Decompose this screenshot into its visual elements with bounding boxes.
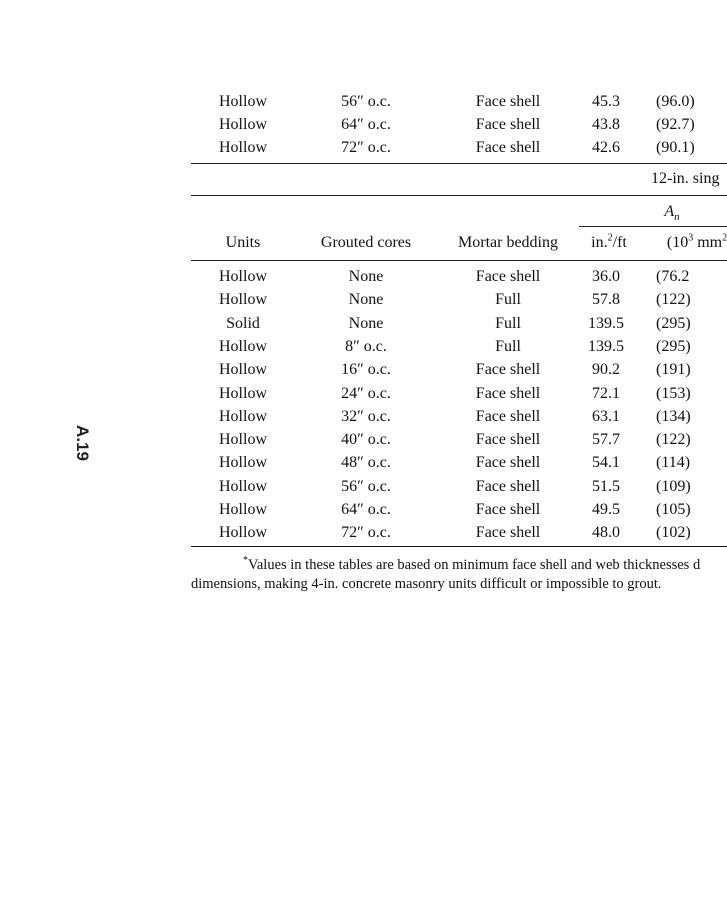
header-bottom-rule bbox=[191, 260, 727, 261]
mortar-bedding-cell: Face shell bbox=[475, 407, 541, 425]
mortar-bedding-cell: Face shell bbox=[475, 454, 541, 472]
grouted-cores-cell: None bbox=[348, 314, 384, 332]
an-imperial-cell: 139.5 bbox=[588, 337, 624, 355]
mortar-bedding-cell: Face shell bbox=[475, 139, 541, 156]
footnote bbox=[191, 556, 727, 594]
header-grouted-cores: Grouted cores bbox=[320, 234, 412, 251]
mortar-bedding-cell: Face shell bbox=[475, 501, 541, 518]
grouted-cores-cell: None bbox=[348, 291, 384, 309]
an-metric-cell: (114) bbox=[656, 454, 691, 472]
mortar-bedding-cell: Face shell bbox=[475, 93, 541, 110]
an-imperial-cell: 54.1 bbox=[592, 454, 620, 472]
mortar-bedding-cell: Face shell bbox=[475, 524, 541, 542]
grouted-cores-cell: 32″ o.c. bbox=[341, 407, 391, 425]
units-cell: Hollow bbox=[219, 431, 267, 449]
table-row bbox=[0, 475, 727, 498]
an-imperial-cell: 49.5 bbox=[592, 501, 620, 518]
an-imperial-cell: 90.2 bbox=[592, 361, 620, 379]
an-metric-cell: (109) bbox=[656, 477, 691, 495]
grouted-cores-cell: None bbox=[348, 268, 384, 285]
an-metric-cell: (153) bbox=[656, 384, 691, 402]
grouted-cores-cell: 64″ o.c. bbox=[341, 116, 391, 133]
grouted-cores-cell: 72″ o.c. bbox=[341, 139, 391, 156]
table-row bbox=[0, 136, 727, 159]
table-row bbox=[0, 358, 727, 381]
an-imperial-cell: 57.8 bbox=[592, 291, 620, 309]
table-row bbox=[0, 113, 727, 136]
units-cell: Hollow bbox=[219, 407, 267, 425]
grouted-cores-cell: 56″ o.c. bbox=[341, 93, 391, 110]
table-row bbox=[0, 382, 727, 405]
an-metric-cell: (96.0) bbox=[656, 93, 695, 110]
mortar-bedding-cell: Face shell bbox=[475, 116, 541, 133]
units-cell: Hollow bbox=[219, 361, 267, 379]
an-metric-cell: (191) bbox=[656, 361, 691, 379]
an-metric-cell: (92.7) bbox=[656, 116, 695, 133]
grouted-cores-cell: 48″ o.c. bbox=[341, 454, 391, 472]
an-metric-cell: (105) bbox=[656, 501, 691, 518]
footnote-line-1: Values in these tables are based on minimum face shell and web thicknesses d bbox=[248, 557, 701, 573]
grouted-cores-cell: 56″ o.c. bbox=[341, 477, 391, 495]
grouted-cores-cell: 8″ o.c. bbox=[345, 337, 387, 355]
units-cell: Hollow bbox=[219, 384, 267, 402]
grouted-cores-cell: 72″ o.c. bbox=[341, 524, 391, 542]
table-row bbox=[0, 521, 727, 544]
an-imperial-cell: 139.5 bbox=[588, 314, 624, 332]
mortar-bedding-cell: Full bbox=[495, 314, 521, 332]
an-imperial-cell: 57.7 bbox=[592, 431, 620, 449]
an-metric-cell: (295) bbox=[656, 314, 691, 332]
mortar-bedding-cell: Face shell bbox=[475, 431, 541, 449]
header-units: Units bbox=[225, 234, 261, 251]
mortar-bedding-cell: Face shell bbox=[475, 361, 541, 379]
footnote-line-2: dimensions, making 4-in. concrete masonry units difficult or impossible to grout. bbox=[191, 576, 662, 592]
table-bottom-rule bbox=[191, 546, 727, 547]
header-mortar-bedding: Mortar bedding bbox=[458, 234, 558, 251]
table-row bbox=[0, 312, 727, 335]
units-cell: Hollow bbox=[219, 454, 267, 472]
an-imperial-cell: 51.5 bbox=[592, 477, 620, 495]
units-cell: Hollow bbox=[219, 291, 267, 309]
table-row bbox=[0, 428, 727, 451]
page-number-label: A.19 bbox=[73, 425, 92, 461]
units-cell: Solid bbox=[226, 314, 260, 332]
table-row bbox=[0, 335, 727, 358]
an-metric-cell: (76.2 bbox=[656, 268, 690, 285]
mortar-bedding-cell: Full bbox=[495, 291, 521, 309]
an-imperial-cell: 45.3 bbox=[592, 93, 620, 110]
section-header-rule bbox=[191, 195, 727, 196]
an-imperial-cell: 63.1 bbox=[592, 407, 620, 425]
section-title: 12-in. sing bbox=[651, 170, 720, 187]
an-column-group-header: $A_n$ bbox=[664, 203, 680, 224]
an-group-underline bbox=[579, 226, 727, 227]
mortar-bedding-cell: Face shell bbox=[475, 477, 541, 495]
section-divider-rule bbox=[191, 163, 727, 164]
an-metric-cell: (295) bbox=[656, 337, 691, 355]
footnote-marker: * bbox=[243, 555, 248, 567]
mortar-bedding-cell: Face shell bbox=[475, 384, 541, 402]
an-imperial-cell: 43.8 bbox=[592, 116, 620, 133]
units-cell: Hollow bbox=[219, 139, 267, 156]
grouted-cores-cell: 24″ o.c. bbox=[341, 384, 391, 402]
table-row bbox=[0, 265, 727, 288]
mortar-bedding-cell: Face shell bbox=[475, 268, 541, 285]
table-row bbox=[0, 405, 727, 428]
table-row bbox=[0, 288, 727, 311]
units-cell: Hollow bbox=[219, 501, 267, 518]
units-cell: Hollow bbox=[219, 337, 267, 355]
units-cell: Hollow bbox=[219, 93, 267, 110]
an-imperial-cell: 72.1 bbox=[592, 384, 620, 402]
an-metric-cell: (122) bbox=[656, 431, 691, 449]
an-imperial-cell: 36.0 bbox=[592, 268, 620, 285]
header-an-metric: ($10^3$ $mm^2$ bbox=[666, 232, 727, 251]
an-imperial-cell: 48.0 bbox=[592, 524, 620, 542]
an-imperial-cell: 42.6 bbox=[592, 139, 620, 156]
an-metric-cell: (122) bbox=[656, 291, 691, 309]
table-row bbox=[0, 498, 727, 521]
mortar-bedding-cell: Full bbox=[495, 337, 521, 355]
units-cell: Hollow bbox=[219, 268, 267, 285]
an-metric-cell: (134) bbox=[656, 407, 691, 425]
units-cell: Hollow bbox=[219, 116, 267, 133]
an-metric-cell: (102) bbox=[656, 524, 691, 542]
grouted-cores-cell: 64″ o.c. bbox=[341, 501, 391, 518]
grouted-cores-cell: 40″ o.c. bbox=[341, 431, 391, 449]
grouted-cores-cell: 16″ o.c. bbox=[341, 361, 391, 379]
units-cell: Hollow bbox=[219, 477, 267, 495]
units-cell: Hollow bbox=[219, 524, 267, 542]
table-row bbox=[0, 451, 727, 474]
header-an-imperial: in.$^2$/ft bbox=[591, 232, 627, 251]
an-metric-cell: (90.1) bbox=[656, 139, 695, 156]
table-row bbox=[0, 90, 727, 113]
